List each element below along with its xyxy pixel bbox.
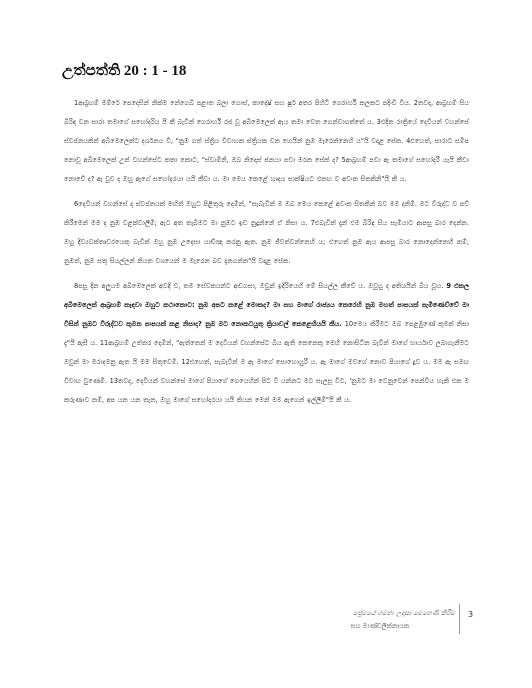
page-number: 3 (468, 610, 474, 619)
paragraph-3-text-after: 10මෙය කිරීමට ඔබ පෙළඹුණේ කුමක් නිසා දැ"යි ඇසී ය. 11ආබ්‍රහම් උත්තර දෙමින්, "ඇත්තෙන් ම දෙවියන් වහන්සේට බිය ඇති කෙනෙකු මෙහි නොසිටින බැවින් මාගේ භාර්යාව ලබාගැනීමට ඔවුන් මා මරාදමනු ඇත යි මම සිතුවෙමි. 12එහෙත්, සැබැවින් ම ඇ මාගේ සොහොයුරී ය. ඇ මාගේ මවගේ නොව පියාගේ දුව ය. මම ඇ සමඟ විවාහ වුණෙමි. 13තවද, දෙවියන් වහන්සේ මාගේ පියාගේ ගෙයෙහින් පිට වී යන්නට මට සැලසූ විට, 'නුඹට මා වෙනුවෙන් පෙන්විය හැකි එක ම කරුණාව නම්, අප යන යන තැන, ඔහු මාගේ සහෝදරයා යයි කියන මෙන් මම ඇගෙන් ඉල්ලීමි"යි කී ය. (64, 320, 469, 404)
page-heading: උත්පත්ති 20 : 1 - 18 (62, 63, 187, 79)
footer-title: ප්‍රේමයේ ගමන: උදාසා මෙහෙණි කිරීම (352, 609, 455, 617)
paragraph-1 (64, 94, 469, 189)
page-footer (305, 607, 455, 633)
paragraph-2-text: 6දෙවියන් වහන්සේ ද ස්වප්නයක් මඟින් ඔහුට පිළිතුරු දෙමින්, "සැබැවින් ම ඔබ මෙය කෙළේ අවංක සිතකින් බව මම දනිමි. මට විරුද්ධ ව පව් කිරීමෙන් මම ද නුඹ වළක්වාලීමි; ඇට අත තැබීමට මා නුඹට ඉඩ නුදුන්නේ ඒ නිසා ය. 7එබැවින් දැන් එම බිරිඳ සිය සැමියාට ආපසු බාර දෙන්න. ඔහු දිව්‍යවක්තෘවරයෙකු බැවින් ඔහු නුඹ උදෙසා යාච්ඤා කරනු ඇත. නුඹ ජීවත්වන්නෙහි ය; එහෙත් නුඹ ඇය ආපසු බාර නොදෙන්නෙහි නම්, නුඹත්, නුඹ සතු සියල්ලන් නියත වශයෙන් ම මැරෙන බව දැනගන්න"යි වදාළ සේක. (64, 200, 469, 265)
footer-divider (459, 604, 460, 634)
paragraph-3-bold-text: 9 එකල අබිමෙලෙක් ආබ්‍රහම් කැඳවා ඔහුට කථාකොට: නුඹ අපට කළේ මොකද? මා සහ මාගේ රාජ්‍යය කෙරෙහි නුඹ මහත් පාපයක් පැමිණෙව්වේ මා විසින් නුඹට විරුද්ධව කුමන පාපයක් කළ නිසාද? නුඹ මට නොකටයුතු ක්‍රියාවල් කෙළෙහියයි කීය. (64, 282, 469, 328)
footer-subtitle: සහ මාණ්ඩලික්නායක (350, 622, 410, 630)
paragraph-2 (64, 195, 469, 271)
body-text (64, 94, 469, 416)
paragraph-1-text: 1ආබ්‍රහම් මම්රේ පෙදෙසින් නික්ම නේගෙබ් පළාත බලා ගොස්, කාදේෂ් සහ ෂූර් අතර පිහිටි ගෙරාර්හි කලකට පදිංචි විය. 2තවද, ආබ්‍රහම් සිය බිරිඳ වන සාරා තමාගේ සහෝදරිය යි කී බැවින් ගෙරාර්හි රජ වූ අබිමෙලෙක් ඇය තමා වෙත ගෙන්වාගත්තේ ය. 3එදින රාත්‍රියේ දෙවියන් වහන්සේ ස්වප්නයකින් අබිමෙලෙක්ට දර්ශනය වී, "නුඹ ගත් ස්ත්‍රිය විවාහක ස්ත්‍රියක වන හෙයින් නුඹ මැරෙන්නෙහි ය"යි වදාළ සේක. 4එහෙත්, සාරාට සමීප නොවූ අබිමෙලෙක් උන් වහන්සේට කතා කොට, "ස්වාමීනි, ඔබ නිදොස් ජනයා පවා මරන සේක් ද? 5ආබ්‍රහම් පවා ඇ තමාගේ සහෝදරී යැයි කීවා නොවේ ද? ඇ වුව ද ඔහු ඇගේ සහෝදරයා යයි කීවා ය. මා මෙය කෙළේ හෘදය සාක්ෂියට එකඟ ව අවංක සිතකිනි"යි කී ය. (64, 99, 469, 183)
paragraph-3-text: 8පසු දින අලුයම අබිමෙලෙක් අවදි ව, තම සේවකයන්ට අඬගසා, ඔවුන් ඉදිරියෙහි මේ සියල්ල කීවේ ය. ඔවුහු ද අතිශයින් බිය වූහ. (74, 282, 447, 290)
paragraph-3 (64, 277, 469, 410)
